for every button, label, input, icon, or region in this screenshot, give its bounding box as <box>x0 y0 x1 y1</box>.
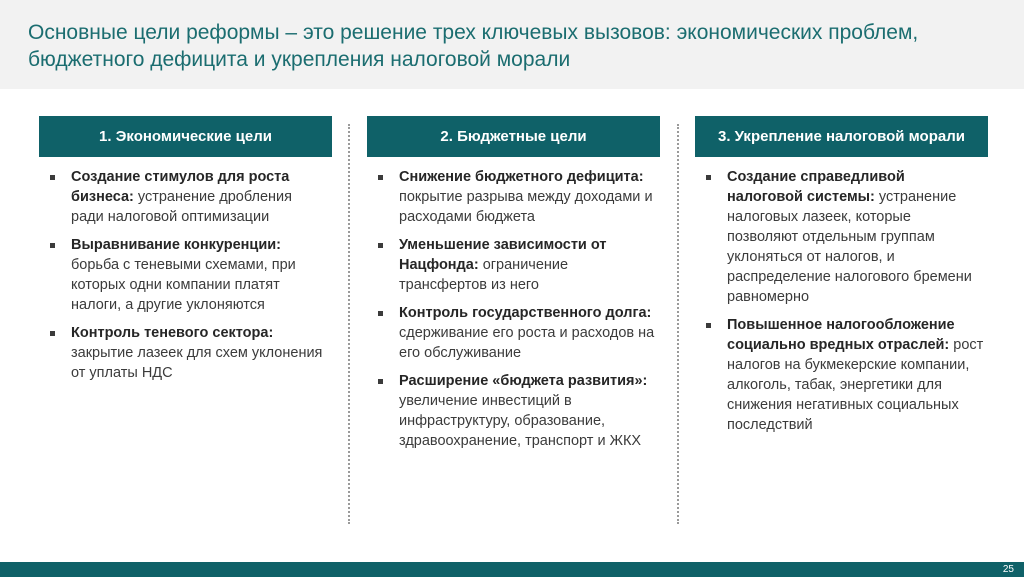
dotted-divider <box>677 124 679 524</box>
bullet-heading: Уменьшение зависимости от Нацфонда: <box>399 237 607 273</box>
column-tax-morale <box>695 116 988 443</box>
column-header: 1. Экономические цели <box>39 116 332 157</box>
bullet-heading: Снижение бюджетного дефицита: <box>399 169 644 185</box>
bullet-text: ограничение трансфертов из него <box>399 257 569 293</box>
column-header: 3. Укрепление налоговой морали <box>695 116 988 157</box>
square-bullet-icon <box>378 243 383 248</box>
footer-bar <box>0 562 1024 577</box>
dotted-divider <box>348 124 350 524</box>
bullet-list <box>39 167 332 383</box>
page-number: 25 <box>1002 564 1014 575</box>
list-item <box>695 315 988 435</box>
bullet-list <box>367 167 660 451</box>
square-bullet-icon <box>378 175 383 180</box>
title-area <box>0 0 1024 89</box>
bullet-text: сдерживание его роста и расходов на его обслуживание <box>399 325 655 361</box>
square-bullet-icon <box>706 175 711 180</box>
bullet-heading: Расширение «бюджета развития»: <box>399 373 648 389</box>
square-bullet-icon <box>706 323 711 328</box>
square-bullet-icon <box>378 379 383 384</box>
bullet-text: устранение дробления ради налоговой оптимизации <box>71 189 292 225</box>
bullet-text: рост налогов на букмекерские компании, алкоголь, табак, энергетики для снижения негативных социальных последствий <box>727 337 984 433</box>
column-header: 2. Бюджетные цели <box>367 116 660 157</box>
list-item <box>367 371 660 451</box>
square-bullet-icon <box>50 175 55 180</box>
list-item <box>367 303 660 363</box>
bullet-heading: Выравнивание конкуренции: <box>71 237 281 253</box>
list-item <box>367 167 660 227</box>
list-item <box>367 235 660 295</box>
list-item <box>39 235 332 315</box>
slide-title: Основные цели реформы – это решение трех ключевых вызовов: экономических проблем, бюджетного дефицита и укрепления налоговой морали <box>28 21 919 71</box>
bullet-text: закрытие лазеек для схем уклонения от уплаты НДС <box>71 345 323 381</box>
square-bullet-icon <box>378 311 383 316</box>
bullet-heading: Создание справедливой налоговой системы: <box>727 169 905 205</box>
bullet-list <box>695 167 988 435</box>
list-item <box>39 167 332 227</box>
list-item <box>39 323 332 383</box>
bullet-heading: Повышенное налогообложение социально вредных отраслей: <box>727 317 955 353</box>
square-bullet-icon <box>50 331 55 336</box>
list-item <box>695 167 988 307</box>
bullet-heading: Контроль теневого сектора: <box>71 325 274 341</box>
bullet-text: увеличение инвестиций в инфраструктуру, образование, здравоохранение, транспорт и ЖКХ <box>399 393 642 449</box>
bullet-text: устранение налоговых лазеек, которые позволяют отдельным группам уклоняться от налогов, и распределение налогового бремени равномерно <box>727 189 972 305</box>
bullet-text: борьба с теневыми схемами, при которых одни компании платят налоги, а другие уклоняются <box>71 257 296 313</box>
bullet-text: покрытие разрыва между доходами и расходами бюджета <box>399 189 653 225</box>
column-economic-goals <box>39 116 332 391</box>
column-budget-goals <box>367 116 660 459</box>
bullet-heading: Контроль государственного долга: <box>399 305 652 321</box>
bullet-heading: Создание стимулов для роста бизнеса: <box>71 169 290 205</box>
square-bullet-icon <box>50 243 55 248</box>
